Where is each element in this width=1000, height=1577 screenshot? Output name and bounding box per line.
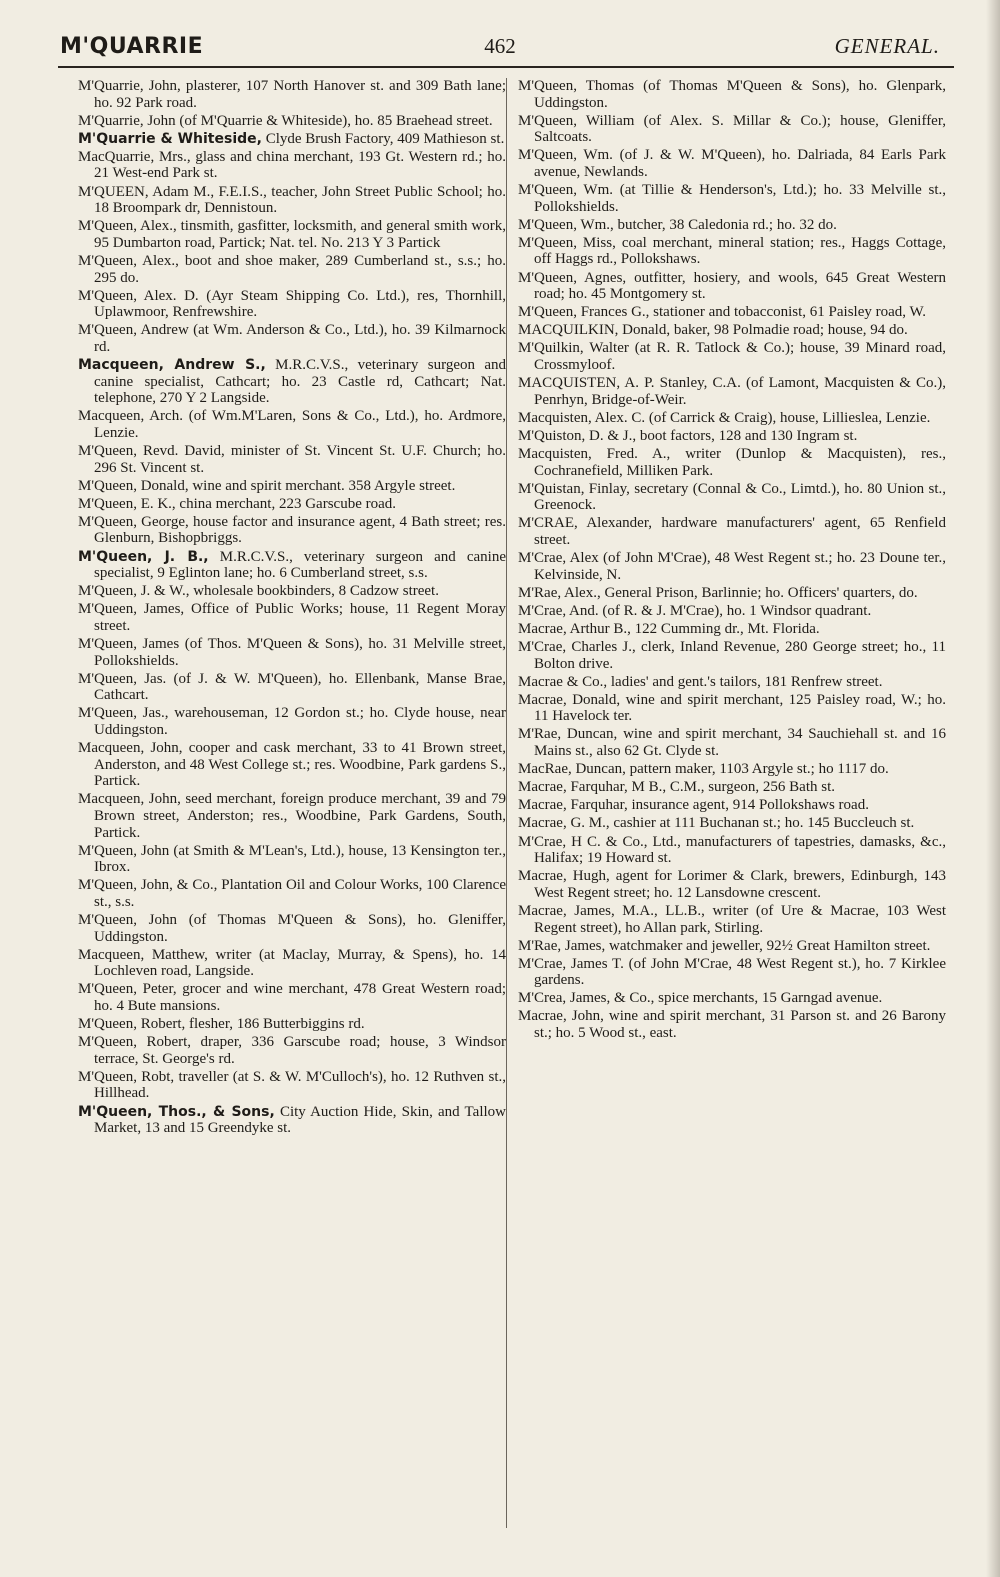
entry-text: M'Queen, William (of Alex. S. Millar & Co.); house, Gleniffer, Saltcoats. [518, 112, 946, 146]
directory-entry [518, 270, 946, 303]
directory-entry [78, 149, 506, 182]
entry-text: Macrae, Donald, wine and spirit merchant, 125 Paisley road, W.; ho. 11 Havelock ter. [518, 691, 946, 725]
directory-entry [518, 147, 946, 180]
page-number: 462 [484, 34, 516, 58]
entry-text: MACQUISTEN, A. P. Stanley, C.A. (of Lamont, Macquisten & Co.), Penrhyn, Bridge-of-Weir. [518, 375, 946, 408]
entry-text: MacQuarrie, Mrs., glass and china merchant, 193 Gt. Western rd.; ho. 21 West-end Park st. [78, 148, 506, 182]
directory-entry [78, 288, 506, 321]
directory-entry [518, 797, 946, 814]
directory-entry [78, 496, 506, 513]
directory-entry [78, 408, 506, 441]
directory-entry [78, 671, 506, 704]
directory-entry [78, 514, 506, 547]
entry-text: M'Quiston, D. & J., boot factors, 128 and 130 Ingram st. [518, 427, 858, 444]
entry-text: M'Queen, James (of Thos. M'Queen & Sons), ho. 31 Melville street, Pollokshields. [78, 636, 506, 669]
entry-firm-name: M'Quarrie & Whiteside, [78, 130, 262, 147]
directory-entry [518, 603, 946, 620]
header-surname: M'QUARRIE [60, 34, 204, 59]
directory-entry [518, 761, 946, 778]
entry-text: M'Queen, Frances G., stationer and tobacconist, 61 Paisley road, W. [518, 304, 927, 321]
directory-entry [518, 692, 946, 725]
entry-text: MACQUILKIN, Donald, baker, 98 Polmadie road; house, 94 do. [518, 322, 908, 339]
directory-entry [518, 113, 946, 146]
entry-text: Macrae, G. M., cashier at 111 Buchanan st.; ho. 145 Buccleuch st. [518, 815, 915, 832]
entry-text: M'Queen, Robert, flesher, 186 Butterbiggins rd. [78, 1016, 365, 1033]
directory-entry [78, 322, 506, 355]
directory-entry [78, 947, 506, 980]
directory-entry [78, 601, 506, 634]
header-section: GENERAL. [834, 34, 940, 58]
directory-entry [518, 621, 946, 638]
entry-text: Macrae, Farquhar, insurance agent, 914 Pollokshaws road. [518, 797, 869, 814]
directory-entry [78, 478, 506, 495]
entry-text: Macqueen, Matthew, writer (at Maclay, Murray, & Spens), ho. 14 Lochleven road, Langside. [78, 946, 506, 980]
entry-text: M'Queen, Alex., tinsmith, gasfitter, locksmith, and general smith work, 95 Dumbarton road, Partick; Nat. tel. No. 213 Y 3 Partick [78, 218, 506, 251]
entry-text: M'Rae, Duncan, wine and spirit merchant, 34 Sauchiehall st. and 16 Mains st., also 62 Gt. Clyde st. [518, 726, 946, 760]
entry-text: Macqueen, John, cooper and cask merchant, 33 to 41 Brown street, Anderston, and 48 West College st.; res. Woodbine, Park gardens S., Partick. [78, 740, 506, 790]
directory-entry [78, 1016, 506, 1033]
directory-entry [78, 877, 506, 910]
entry-text: M'Queen, James, Office of Public Works; house, 11 Regent Moray street. [78, 601, 506, 634]
entry-text: M'Queen, Thomas (of Thomas M'Queen & Sons), ho. Glenpark, Uddingston. [518, 78, 946, 111]
entry-text: M'Queen, John (at Smith & M'Lean's, Ltd.), house, 13 Kensington ter., Ibrox. [78, 842, 506, 876]
entry-text: M'Queen, Jas. (of J. & W. M'Queen), ho. Ellenbank, Manse Brae, Cathcart. [78, 670, 506, 704]
entry-text: M'Queen, Wm. (of J. & W. M'Queen), ho. Dalriada, 84 Earls Park avenue, Newlands. [518, 147, 946, 180]
entry-text: M'Crea, James, & Co., spice merchants, 15 Garngad avenue. [518, 990, 883, 1007]
entry-text: M'Rae, James, watchmaker and jeweller, 92½ Great Hamilton street. [518, 937, 931, 954]
column-divider [506, 78, 507, 1528]
entry-text: M'Queen, Alex., boot and shoe maker, 289 Cumberland st., s.s.; ho. 295 do. [78, 252, 506, 286]
entry-text: M'Queen, Peter, grocer and wine merchant, 478 Great Western road; ho. 4 Bute mansions. [78, 981, 506, 1014]
directory-entry [78, 357, 506, 407]
entry-text: M'Queen, Revd. David, minister of St. Vincent St. U.F. Church; ho. 296 St. Vincent st. [78, 442, 506, 476]
directory-entry [518, 304, 946, 321]
directory-entry [518, 639, 946, 672]
entry-text: M'Queen, Donald, wine and spirit merchant. 358 Argyle street. [78, 477, 456, 494]
directory-entry [78, 1069, 506, 1102]
directory-entry [518, 1008, 946, 1041]
entry-firm-name: M'Queen, Thos., & Sons, [78, 1103, 275, 1120]
entry-text: Macrae, James, M.A., LL.B., writer (of Ure & Macrae, 103 West Regent street), ho Allan park, Stirling. [518, 902, 946, 936]
header-rule [58, 66, 954, 68]
entry-text: M'Queen, Wm., butcher, 38 Caledonia rd.; ho. 32 do. [518, 216, 837, 233]
entry-text: M'Queen, Robert, draper, 336 Garscube road; house, 3 Windsor terrace, St. George's rd. [78, 1034, 506, 1067]
page-edge-shadow [986, 0, 1000, 1577]
page-header [60, 30, 940, 64]
directory-entry [518, 481, 946, 514]
directory-entry [518, 340, 946, 373]
directory-entry [78, 1034, 506, 1067]
entry-text: M'CRAE, Alexander, hardware manufacturers' agent, 65 Renfield street. [518, 515, 946, 548]
directory-entry [78, 740, 506, 790]
directory-entry [78, 981, 506, 1014]
directory-entry [518, 903, 946, 936]
directory-entry [78, 583, 506, 600]
directory-entry [78, 113, 506, 130]
directory-entry [518, 446, 946, 479]
directory-entry [518, 868, 946, 901]
directory-entry [518, 815, 946, 832]
directory-entry [518, 428, 946, 445]
entry-text: M'Rae, Alex., General Prison, Barlinnie; ho. Officers' quarters, do. [518, 584, 918, 601]
entry-text: M'Crae, Alex (of John M'Crae), 48 West Regent st.; ho. 23 Doune ter., Kelvinside, N. [518, 550, 946, 583]
entry-text: M'QUEEN, Adam M., F.E.I.S., teacher, John Street Public School; ho. 18 Broompark dr, Dennistoun. [78, 183, 506, 217]
directory-entry [518, 217, 946, 234]
directory-entry [78, 549, 506, 582]
directory-entry [78, 184, 506, 217]
directory-entry [78, 78, 506, 111]
directory-entry [518, 375, 946, 408]
directory-entry [518, 322, 946, 339]
left-column [78, 78, 506, 1138]
entry-text: M'Queen, Agnes, outfitter, hosiery, and wools, 645 Great Western road; ho. 45 Montgomery st. [518, 269, 946, 303]
entry-text: Macquisten, Fred. A., writer (Dunlop & Macquisten), res., Cochranefield, Milliken Park. [518, 445, 946, 479]
entry-firm-name: Macqueen, Andrew S., [78, 357, 266, 373]
entry-text: M'Queen, Andrew (at Wm. Anderson & Co., Ltd.), ho. 39 Kilmarnock rd. [78, 322, 506, 355]
entry-text: M'Quistan, Finlay, secretary (Connal & Co., Limtd.), ho. 80 Union st., Greenock. [518, 480, 946, 514]
directory-entry [518, 550, 946, 583]
directory-entry [78, 843, 506, 876]
entry-text: M.R.C.V.S., veterinary surgeon and canine specialist, Cathcart; ho. 23 Castle rd, Cathcart; Nat. telephone, 270 Y 2 Langside. [94, 357, 506, 407]
entry-text: Macrae, John, wine and spirit merchant, 31 Parson st. and 26 Barony st.; ho. 5 Wood st., east. [518, 1008, 946, 1042]
directory-entry [518, 410, 946, 427]
directory-entry [518, 235, 946, 268]
entry-text: M'Queen, John (of Thomas M'Queen & Sons), ho. Gleniffer, Uddingston. [78, 912, 506, 945]
entry-text: Macrae, Arthur B., 122 Cumming dr., Mt. Florida. [518, 620, 820, 637]
entry-text: Macrae & Co., ladies' and gent.'s tailors, 181 Renfrew street. [518, 673, 883, 690]
entry-text: Macqueen, Arch. (of Wm.M'Laren, Sons & Co., Ltd.), ho. Ardmore, Lenzie. [78, 408, 506, 441]
entry-text: Clyde Brush Factory, 409 Mathieson st. [261, 130, 505, 147]
directory-entry [518, 990, 946, 1007]
entry-text: MacRae, Duncan, pattern maker, 1103 Argyle st.; ho 1117 do. [518, 761, 889, 778]
entry-text: Macqueen, John, seed merchant, foreign produce merchant, 39 and 79 Brown street, Anderston; res., Woodbine, Park Gardens, South, Partick. [78, 791, 506, 841]
entry-text: M'Quarrie, John, plasterer, 107 North Hanover st. and 309 Bath lane; ho. 92 Park road. [78, 78, 506, 111]
directory-entry [518, 956, 946, 989]
entry-text: M.R.C.V.S., veterinary surgeon and canine specialist, 9 Eglinton lane; ho. 6 Cumberland street, s.s. [94, 548, 507, 582]
entry-text: Macrae, Farquhar, M B., C.M., surgeon, 256 Bath st. [518, 779, 835, 796]
directory-entry [518, 585, 946, 602]
entry-text: M'Crae, And. (of R. & J. M'Crae), ho. 1 Windsor quadrant. [518, 602, 872, 619]
entry-text: M'Queen, Robt, traveller (at S. & W. M'Culloch's), ho. 12 Ruthven st., Hillhead. [78, 1068, 506, 1102]
entry-text: M'Queen, Wm. (at Tillie & Henderson's, Ltd.); ho. 33 Melville st., Pollokshields. [518, 182, 946, 215]
directory-entry [518, 78, 946, 111]
entry-text: M'Crae, H C. & Co., Ltd., manufacturers of tapestries, damasks, &c., Halifax; 19 Howard st. [518, 833, 946, 867]
directory-entry [518, 674, 946, 691]
entry-text: M'Queen, Alex. D. (Ayr Steam Shipping Co. Ltd.), res, Thornhill, Uplawmoor, Renfrewshire. [78, 287, 506, 321]
entry-text: M'Queen, George, house factor and insurance agent, 4 Bath street; res. Glenburn, Bishopbriggs. [78, 513, 506, 547]
directory-entry [78, 791, 506, 841]
directory-entry [78, 1104, 506, 1137]
entry-text: M'Quilkin, Walter (at R. R. Tatlock & Co.); house, 39 Minard road, Crossmyloof. [518, 340, 946, 373]
directory-entry [78, 218, 506, 251]
directory-entry [78, 636, 506, 669]
entry-text: M'Quarrie, John (of M'Quarrie & Whiteside), ho. 85 Braehead street. [78, 112, 493, 129]
directory-entry [78, 705, 506, 738]
entry-firm-name: M'Queen, J. B., [78, 548, 209, 565]
directory-entry [78, 443, 506, 476]
directory-entry [518, 834, 946, 867]
entry-text: M'Queen, Jas., warehouseman, 12 Gordon st.; ho. Clyde house, near Uddingston. [78, 705, 506, 738]
entry-text: City Auction Hide, Skin, and Tallow Market, 13 and 15 Greendyke st. [94, 1103, 506, 1137]
entry-text: M'Queen, J. & W., wholesale bookbinders, 8 Cadzow street. [78, 583, 439, 600]
directory-entry [518, 515, 946, 548]
entry-text: Macquisten, Alex. C. (of Carrick & Craig), house, Lillieslea, Lenzie. [518, 409, 931, 426]
directory-entry [518, 182, 946, 215]
directory-entry [518, 726, 946, 759]
entry-text: M'Queen, John, & Co., Plantation Oil and Colour Works, 100 Clarence st., s.s. [78, 877, 506, 910]
directory-entry [78, 912, 506, 945]
entry-text: M'Crae, James T. (of John M'Crae, 48 West Regent st.), ho. 7 Kirklee gardens. [518, 955, 946, 989]
directory-entry [518, 938, 946, 955]
entry-text: M'Queen, Miss, coal merchant, mineral station; res., Haggs Cottage, off Haggs rd., Pollokshaws. [518, 234, 946, 268]
entry-text: M'Queen, E. K., china merchant, 223 Garscube road. [78, 495, 397, 512]
entry-text: M'Crae, Charles J., clerk, Inland Revenue, 280 George street; ho., 11 Bolton drive. [518, 639, 946, 672]
directory-entry [78, 131, 506, 148]
right-column [518, 78, 946, 1043]
directory-entry [518, 779, 946, 796]
directory-entry [78, 253, 506, 286]
entry-text: Macrae, Hugh, agent for Lorimer & Clark, brewers, Edinburgh, 143 West Regent street; ho. 12 Lansdowne crescent. [518, 868, 946, 901]
